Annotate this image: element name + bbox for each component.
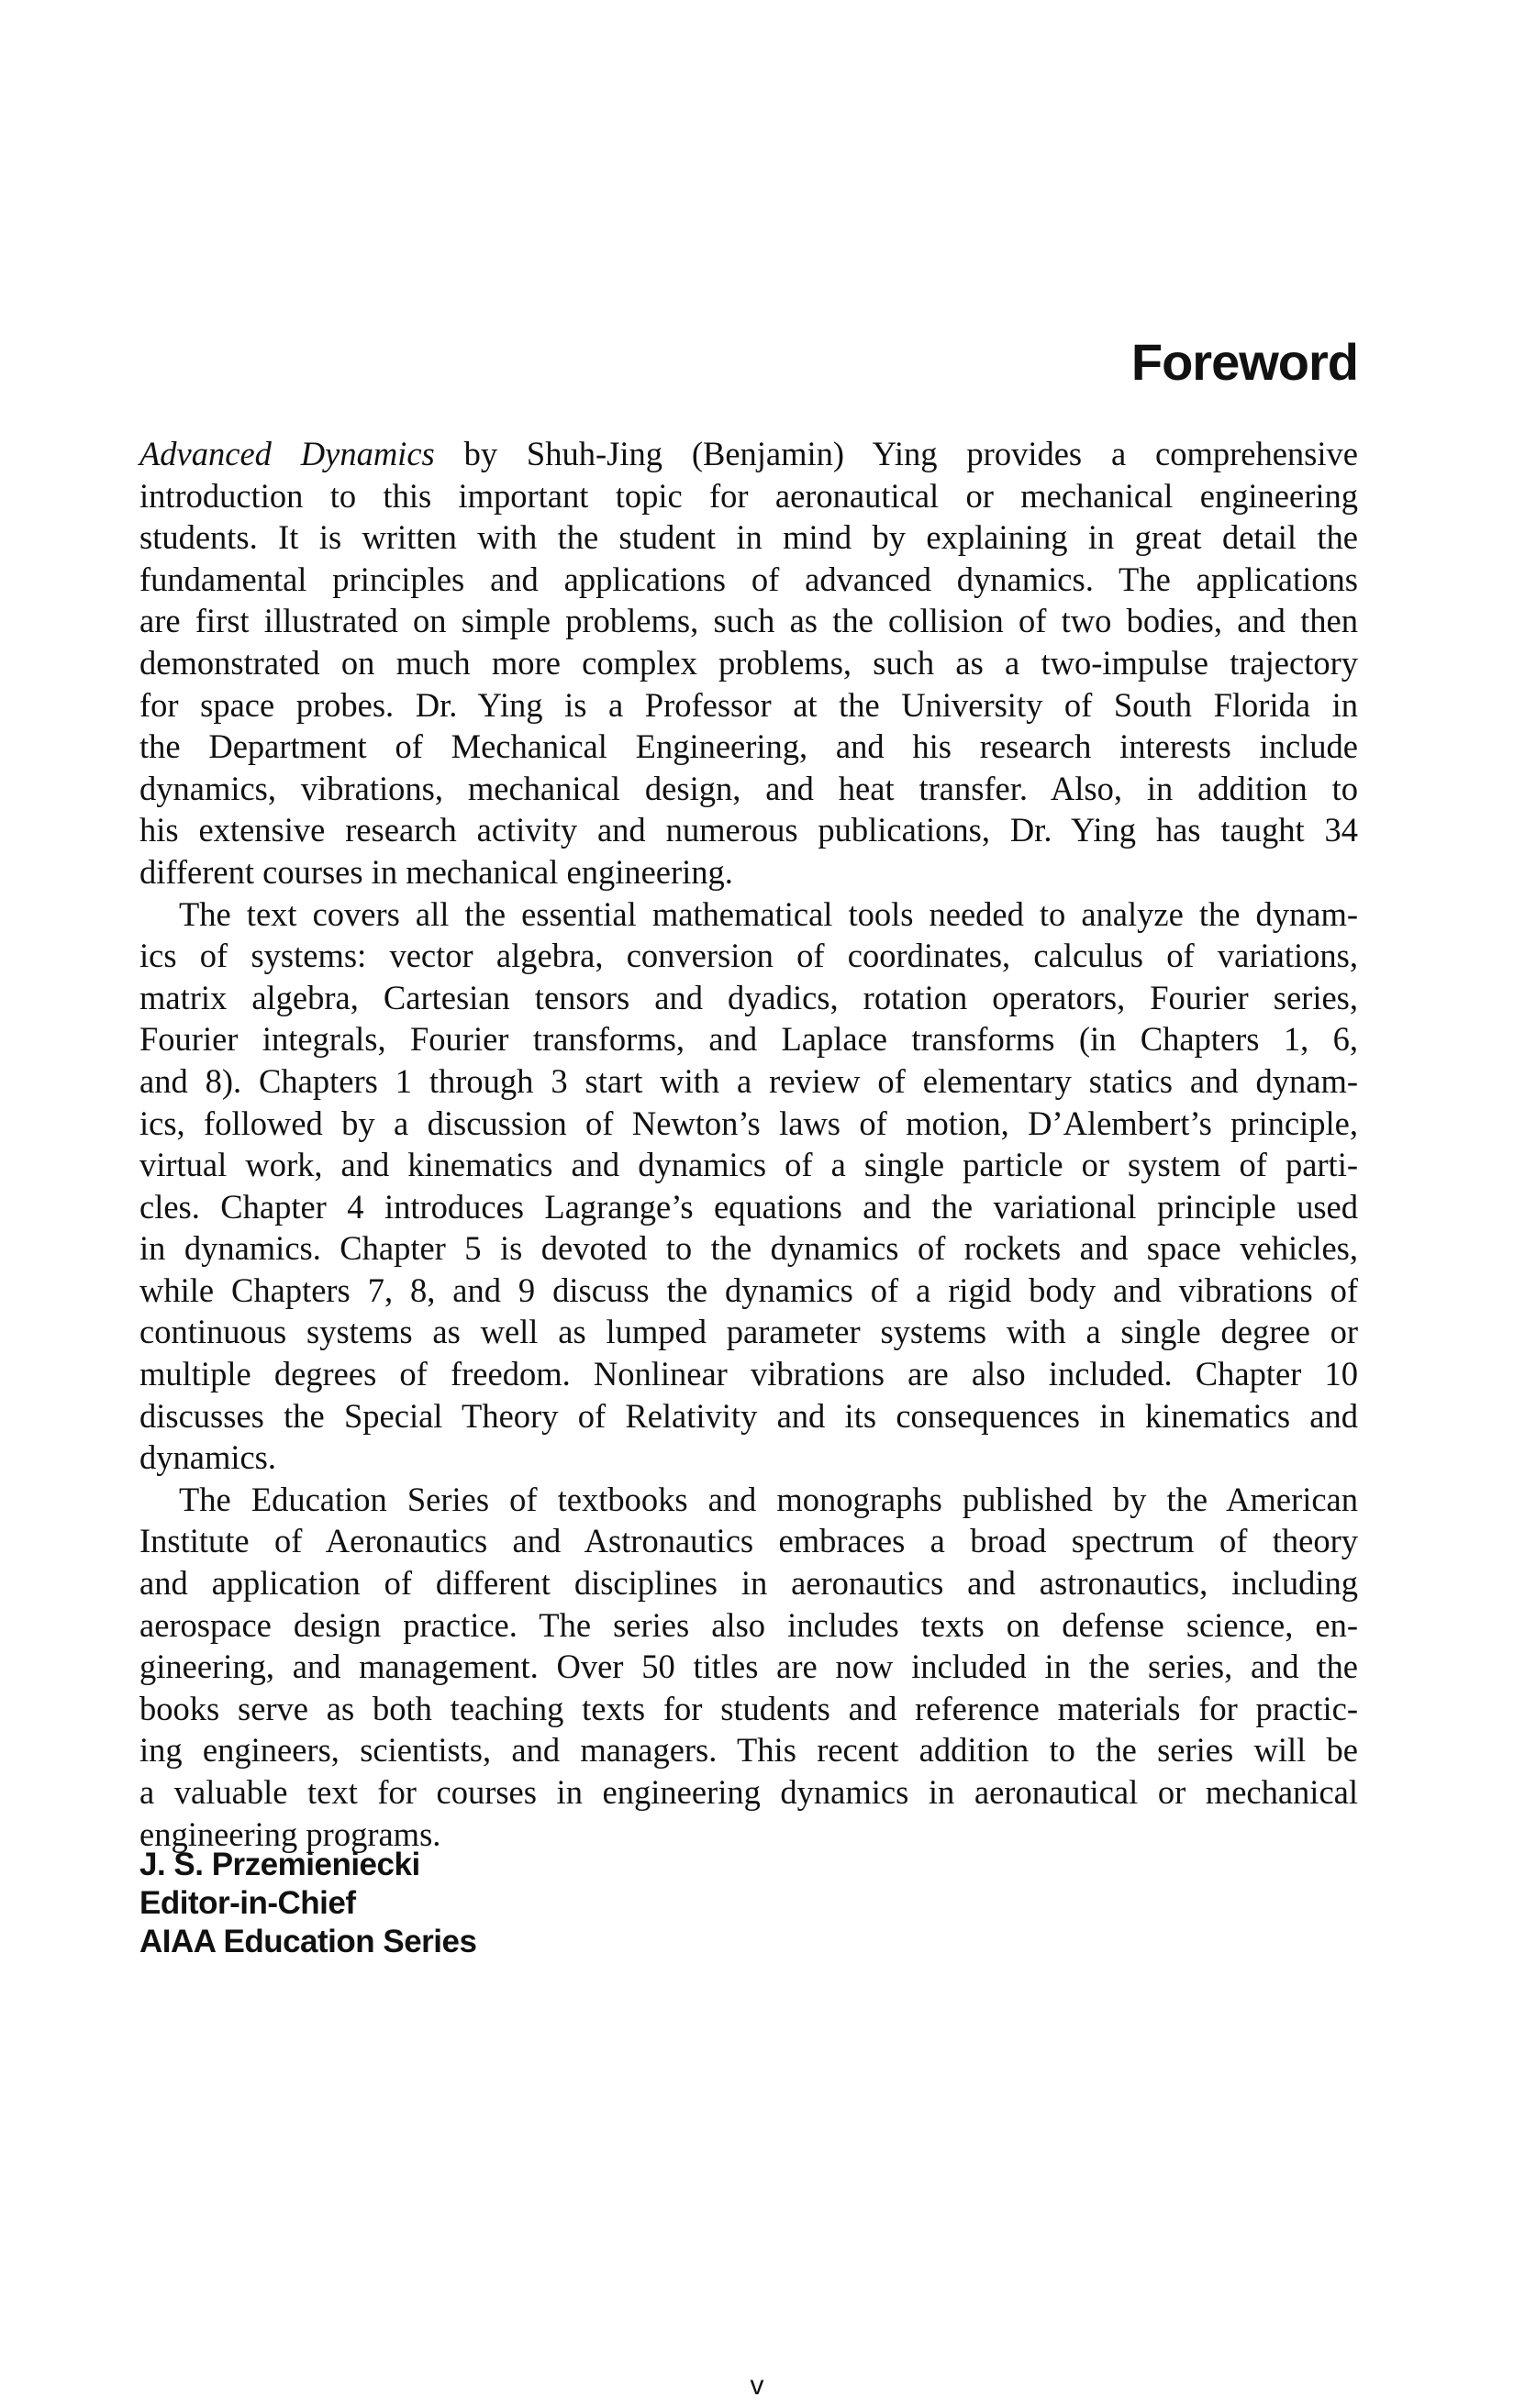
- paragraph-2-line: continuous systems as well as lumped parameter systems with a single degree or: [139, 1313, 1358, 1351]
- paragraph-2-line: dynamics.: [139, 1438, 277, 1477]
- paragraph-2-line: multiple degrees of freedom. Nonlinear vibrations are also included. Chapter 10: [139, 1355, 1358, 1393]
- paragraph-2-line: The text covers all the essential mathematical tools needed to analyze the dynam-: [179, 894, 1358, 933]
- paragraph-3-line: a valuable text for courses in engineering dynamics in aeronautical or mechanical: [139, 1773, 1358, 1811]
- paragraph-3-line: gineering, and management. Over 50 titles are now included in the series, and the: [139, 1648, 1358, 1686]
- paragraph-2-line: discusses the Special Theory of Relativity and its consequences in kinematics and: [139, 1396, 1358, 1435]
- paragraph-1-line: the Department of Mechanical Engineering, and his research interests include: [139, 727, 1358, 766]
- page-number: v: [750, 2370, 764, 2401]
- paragraph-3-line: Institute of Aeronautics and Astronautics embraces a broad spectrum of theory: [139, 1522, 1358, 1560]
- signature-name: J. S. Przemieniecki: [139, 1847, 420, 1882]
- paragraph-3-line: aerospace design practice. The series also includes texts on defense science, en-: [139, 1605, 1358, 1644]
- book-title: Advanced Dynamics: [139, 435, 435, 472]
- paragraph-2-line: while Chapters 7, 8, and 9 discuss the dynamics of a rigid body and vibrations of: [139, 1271, 1358, 1309]
- paragraph-2-line: and 8). Chapters 1 through 3 start with a review of elementary statics and dynam-: [139, 1061, 1358, 1100]
- paragraph-1-line: dynamics, vibrations, mechanical design, and heat transfer. Also, in addition to: [139, 769, 1358, 807]
- paragraph-2-line: virtual work, and kinematics and dynamics of a single particle or system of parti-: [139, 1146, 1358, 1184]
- paragraph-2-line: matrix algebra, Cartesian tensors and dyadics, rotation operators, Fourier series,: [139, 978, 1358, 1016]
- page-title: Foreword: [1130, 333, 1358, 391]
- paragraph-1-line: demonstrated on much more complex problems, such as a two-impulse trajectory: [139, 643, 1358, 682]
- signature-block: [139, 1846, 476, 1961]
- paragraph-1-line: students. It is written with the student in mind by explaining in great detail the: [139, 518, 1358, 557]
- paragraph-2-line: ics, followed by a discussion of Newton’s laws of motion, D’Alembert’s principle,: [139, 1104, 1358, 1142]
- signature-series: AIAA Education Series: [139, 1924, 477, 1959]
- paragraph-2-line: ics of systems: vector algebra, conversion of coordinates, calculus of variations,: [139, 937, 1358, 975]
- paragraph-1-line: fundamental principles and applications of advanced dynamics. The applications: [139, 560, 1358, 598]
- paragraph-3-line: books serve as both teaching texts for students and reference materials for practic-: [139, 1689, 1358, 1727]
- paragraph-2-line: cles. Chapter 4 introduces Lagrange’s equations and the variational principle used: [139, 1187, 1358, 1226]
- paragraph-1-line: different courses in mechanical engineering.: [139, 852, 733, 891]
- paragraph-1-line: [139, 433, 1358, 475]
- line-text: by Shuh-Jing (Benjamin) Ying provides a comprehensive: [434, 435, 1358, 472]
- paragraph-1-line: are first illustrated on simple problems, such as the collision of two bodies, and then: [139, 602, 1358, 640]
- paragraph-3-line: ing engineers, scientists, and managers. This recent addition to the series will be: [139, 1731, 1358, 1770]
- paragraph-3-line: engineering programs.: [139, 1814, 441, 1853]
- paragraph-2-line: Fourier integrals, Fourier transforms, and Laplace transforms (in Chapters 1, 6,: [139, 1020, 1358, 1059]
- paragraph-1-line: for space probes. Dr. Ying is a Professor at the University of South Florida in: [139, 685, 1358, 724]
- paragraph-1-line: his extensive research activity and numerous publications, Dr. Ying has taught 34: [139, 811, 1358, 849]
- paragraph-3-line: and application of different disciplines in aeronautics and astronautics, including: [139, 1564, 1358, 1603]
- signature-role: Editor-in-Chief: [139, 1885, 356, 1921]
- paragraph-3-line: The Education Series of textbooks and monographs published by the American: [179, 1480, 1358, 1518]
- paragraph-2-line: in dynamics. Chapter 5 is devoted to the dynamics of rockets and space vehicles,: [139, 1229, 1358, 1268]
- paragraph-1-line: introduction to this important topic for aeronautical or mechanical engineering: [139, 476, 1358, 515]
- foreword-body: [139, 433, 1358, 1855]
